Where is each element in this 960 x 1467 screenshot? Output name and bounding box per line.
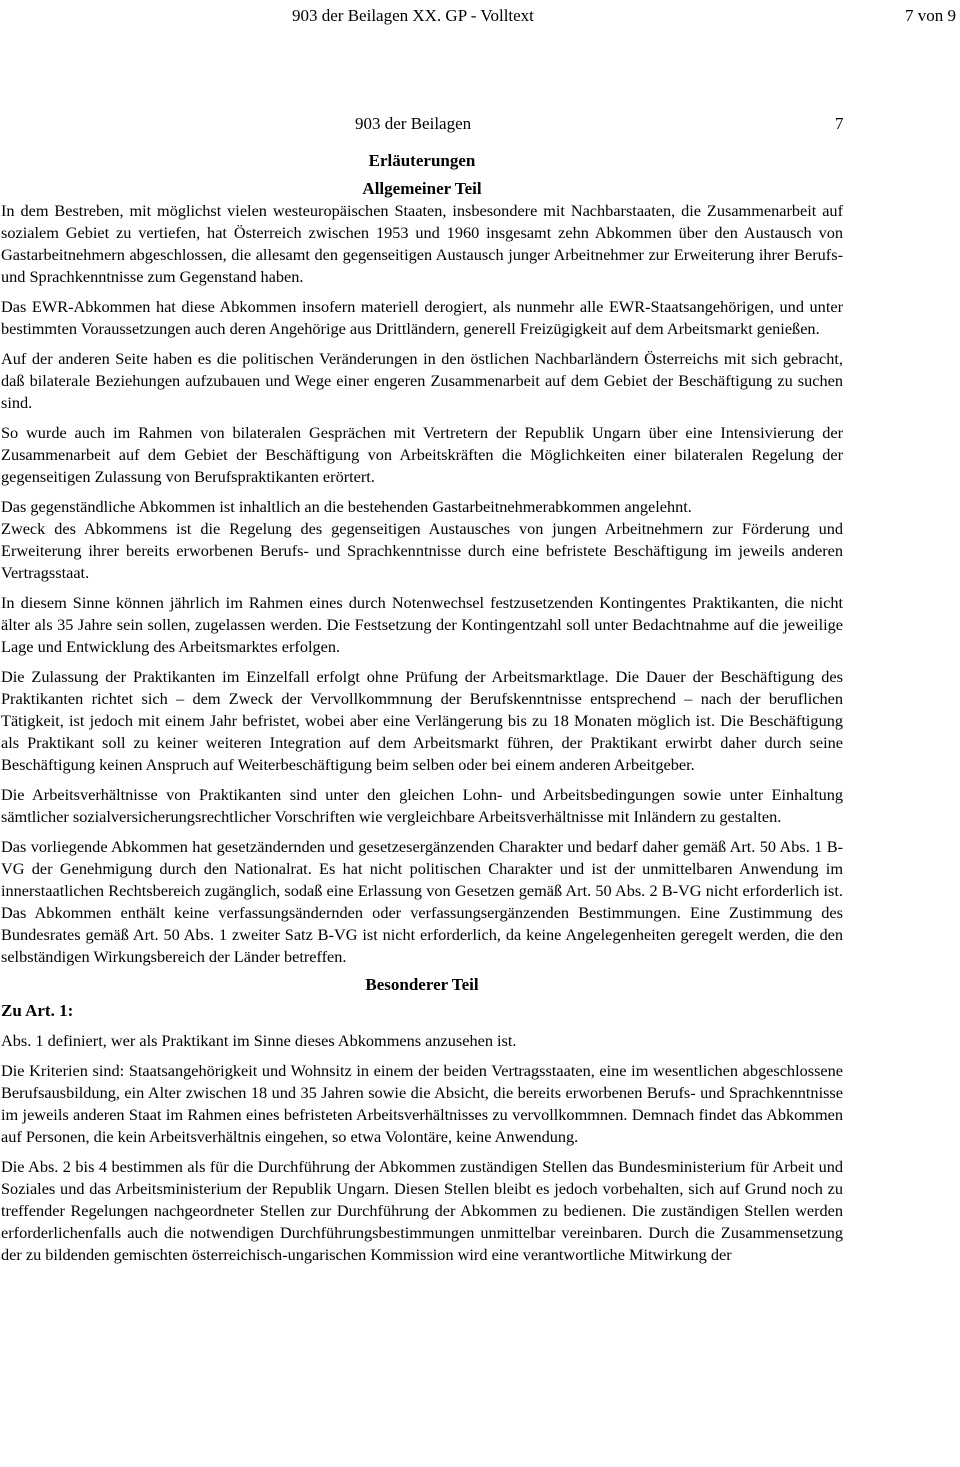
paragraph: Auf der anderen Seite haben es die politischen Veränderungen in den östlichen Nachbarländern Österreichs mit sich gebracht, daß bilaterale Beziehungen aufzubauen und Wege einer engeren Zusammenarbeit auf dem Gebiet der Beschäftigung zu suchen sind. [1,349,843,412]
document-source-title: 903 der Beilagen XX. GP - Volltext [292,6,534,25]
paragraph: In dem Bestreben, mit möglichst vielen westeuropäischen Staaten, insbesondere mit Nachbarstaaten, die Zusammenarbeit auf sozialem Gebiet zu vertiefen, hat Österreich zwischen 1953 und 1960 insgesamt zehn Abkommen über den Austausch von Gastarbeitnehmern abgeschlossen, die allesamt den gegenseitigen Austausch junger Arbeitnehmer zur Erweiterung ihrer Berufs- und Sprachkenntnisse zum Gegenstand haben. [1,201,843,286]
running-head [0,108,960,138]
browser-print-header [0,0,960,30]
paragraph: Das EWR-Abkommen hat diese Abkommen insofern materiell derogiert, als nunmehr alle EWR-Staatsangehörigen, und unter bestimmten Voraussetzungen auch deren Angehörige aus Drittländern, generell Freizügigkeit auf dem Arbeitsmarkt genießen. [1,297,843,338]
paragraph: Die Arbeitsverhältnisse von Praktikanten sind unter den gleichen Lohn- und Arbeitsbedingungen sowie unter Einhaltung sämtlicher sozialversicherungsrechtlicher Vorschriften wie vergleichbare Arbeitsverhältnisse mit Inländern zu gestalten. [1,785,843,826]
paragraph: Zweck des Abkommens ist die Regelung des gegenseitigen Austausches von jungen Arbeitnehmern zur Förderung und Erweiterung ihrer bereits erworbenen Berufs- und Sprachkenntnisse durch eine befristete Beschäftigung im jeweils anderen Vertragsstaat. [1,519,843,582]
document-page [0,108,960,1266]
heading-zu-art-1: Zu Art. 1: [1,1001,74,1020]
paragraph: Die Kriterien sind: Staatsangehörigkeit und Wohnsitz in einem der beiden Vertragsstaaten, eine im wesentlichen abgeschlossene Berufsausbildung, ein Alter zwischen 18 und 35 Jahren sowie die Absicht, die bereits erworbenen Berufs- und Sprachkenntnisse im jeweils anderen Staat im Rahmen eines befristeten Arbeitsverhältnisses zu vervollkommnen. Demnach findet das Abkommen auf Personen, die kein Arbeitsverhältnis eingehen, so etwa Volontäre, keine Anwendung. [1,1061,843,1146]
heading-erlaeuterungen: Erläuterungen [368,151,476,170]
heading-besonderer-teil: Besonderer Teil [365,975,479,994]
paragraph: In diesem Sinne können jährlich im Rahmen eines durch Notenwechsel festzusetzenden Kontingentes Praktikanten, die nicht älter als 35 Jahre sein sollen, zugelassen werden. Die Festsetzung der Kontingentzahl soll unter Bedachtnahme auf die jeweilige Lage und Entwicklung des Arbeitsmarktes erfolgen. [1,593,843,656]
paragraph: Abs. 1 definiert, wer als Praktikant im Sinne dieses Abkommens anzusehen ist. [1,1031,517,1050]
paragraph: So wurde auch im Rahmen von bilateralen Gesprächen mit Vertretern der Republik Ungarn über eine Intensivierung der Zusammenarbeit auf dem Gebiet der Beschäftigung von Arbeitskräften die Möglichkeiten einer bilateralen Regelung der gegenseitigen Zulassung von Berufspraktikanten erörtert. [1,423,843,486]
page-indicator: 7 von 9 [905,6,956,25]
heading-allgemeiner-teil: Allgemeiner Teil [362,179,482,198]
running-head-title: 903 der Beilagen [355,114,472,133]
paragraph: Die Abs. 2 bis 4 bestimmen als für die Durchführung der Abkommen zuständigen Stellen das Bundesministerium für Arbeit und Soziales und das Arbeitsministerium der Republik Ungarn. Diesen Stellen bleibt es jedoch vorbehalten, sich auf Grund noch zu treffender Regelungen nachgeordneter Stellen zur Durchführung der Abkommen zu bedienen. Die zuständigen Stellen werden erforderlichenfalls auch die notwendigen Durchführungsbestimmungen unmittelbar vereinbaren. Durch die Zusammensetzung der zu bildenden gemischten österreichisch-ungarischen Kommission wird eine verantwortliche Mitwirkung der [1,1157,843,1264]
paragraph: Das vorliegende Abkommen hat gesetzändernden und gesetzesergänzenden Charakter und bedarf daher gemäß Art. 50 Abs. 1 B-VG der Genehmigung durch den Nationalrat. Es hat nicht politischen Charakter und ist der unmittelbaren Anwendung im innerstaatlichen Rechtsbereich zugänglich, sodaß eine Erlassung von Gesetzen gemäß Art. 50 Abs. 2 B-VG nicht erforderlich ist. Das Abkommen enthält keine verfassungsändernden oder verfassungsergänzenden Bestimmungen. Eine Zustimmung des Bundesrates gemäß Art. 50 Abs. 1 zweiter Satz B-VG ist nicht erforderlich, da keine Angelegenheiten geregelt werden, die den selbständigen Wirkungsbereich der Länder betreffen. [1,837,843,966]
running-head-page-number: 7 [835,114,844,133]
paragraph: Die Zulassung der Praktikanten im Einzelfall erfolgt ohne Prüfung der Arbeitsmarktlage. Die Dauer der Beschäftigung des Praktikanten richtet sich – dem Zweck der Vervollkommnung der Berufskenntnisse entsprechend – nach der beruflichen Tätigkeit, ist jedoch mit einem Jahr befristet, wobei aber eine Verlängerung bis zu 18 Monaten möglich ist. Die Beschäftigung als Praktikant soll zu keiner weiteren Integration auf dem Arbeitsmarkt führen, der Praktikant erwirbt daher durch seine Beschäftigung keinen Anspruch auf Weiterbeschäftigung beim selben oder bei einem anderen Arbeitgeber. [1,667,843,774]
document-body [1,150,843,1266]
paragraph: Das gegenständliche Abkommen ist inhaltlich an die bestehenden Gastarbeitnehmerabkommen angelehnt. [1,497,692,516]
